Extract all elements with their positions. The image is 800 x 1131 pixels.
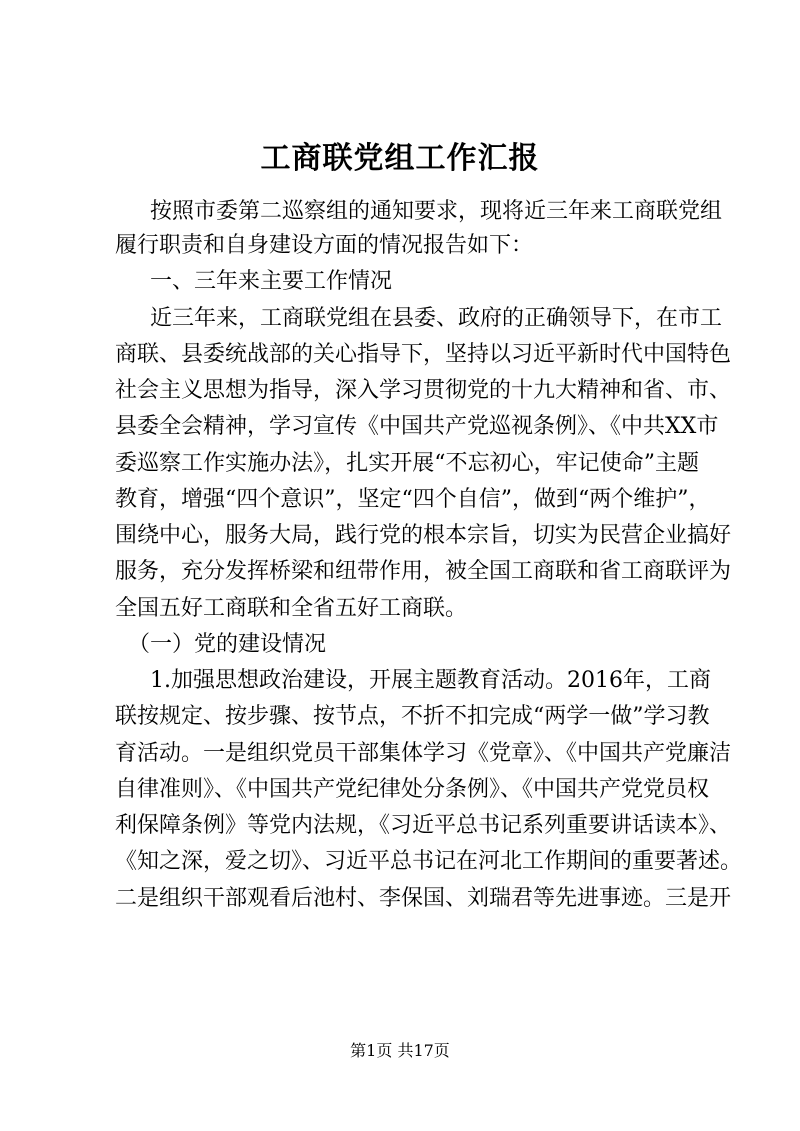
paragraph-line: 自律准则》、《中国共产党纪律处分条例》、《中国共产党党员权 <box>115 777 710 802</box>
paragraph-line: 服务，充分发挥桥梁和纽带作用，被全国工商联和省工商联评为 <box>115 559 732 584</box>
paragraph-line: 围绕中心，服务大局，践行党的根本宗旨，切实为民营企业搞好 <box>115 523 732 548</box>
paragraph-line: 利保障条例》等党内法规，《习近平总书记系列重要讲话读本》、 <box>115 813 732 838</box>
document-title: 工商联党组工作汇报 <box>260 141 540 176</box>
paragraph-line: 按照市委第二巡察组的通知要求，现将近三年来工商联党组 <box>150 199 723 224</box>
page-number-footer: 第1页 共17页 <box>350 1041 450 1060</box>
subsection-heading: （一）党的建设情况 <box>128 632 327 657</box>
paragraph-line: 育活动。一是组织党员干部集体学习《党章》、《中国共产党廉洁 <box>115 741 732 766</box>
paragraph-line: 县委全会精神，学习宣传《中国共产党巡视条例》、《中共XX市 <box>115 414 719 439</box>
paragraph-line: 《知之深，爱之切》、习近平总书记在河北工作期间的重要著述。 <box>115 849 743 874</box>
paragraph-line: 1.加强思想政治建设，开展主题教育活动。2016年，工商 <box>150 668 711 693</box>
paragraph-line: 全国五好工商联和全省五好工商联。 <box>115 596 468 621</box>
paragraph-line: 近三年来，工商联党组在县委、政府的正确领导下，在市工 <box>150 306 723 331</box>
paragraph-line: 二是组织干部观看后池村、李保国、刘瑞君等先进事迹。三是开 <box>115 886 732 911</box>
section-heading: 一、三年来主要工作情况 <box>150 269 393 294</box>
paragraph-line: 社会主义思想为指导，深入学习贯彻党的十九大精神和省、市、 <box>115 378 732 403</box>
paragraph-line: 联按规定、按步骤、按节点，不折不扣完成“两学一做”学习教 <box>115 704 710 729</box>
paragraph-line: 商联、县委统战部的关心指导下，坚持以习近平新时代中国特色 <box>115 342 732 367</box>
paragraph-line: 委巡察工作实施办法》，扎实开展“不忘初心，牢记使命”主题 <box>115 451 699 476</box>
paragraph-line: 履行职责和自身建设方面的情况报告如下： <box>115 233 534 258</box>
paragraph-line: 教育，增强“四个意识”，坚定“四个自信”，做到“两个维护”， <box>115 487 711 512</box>
